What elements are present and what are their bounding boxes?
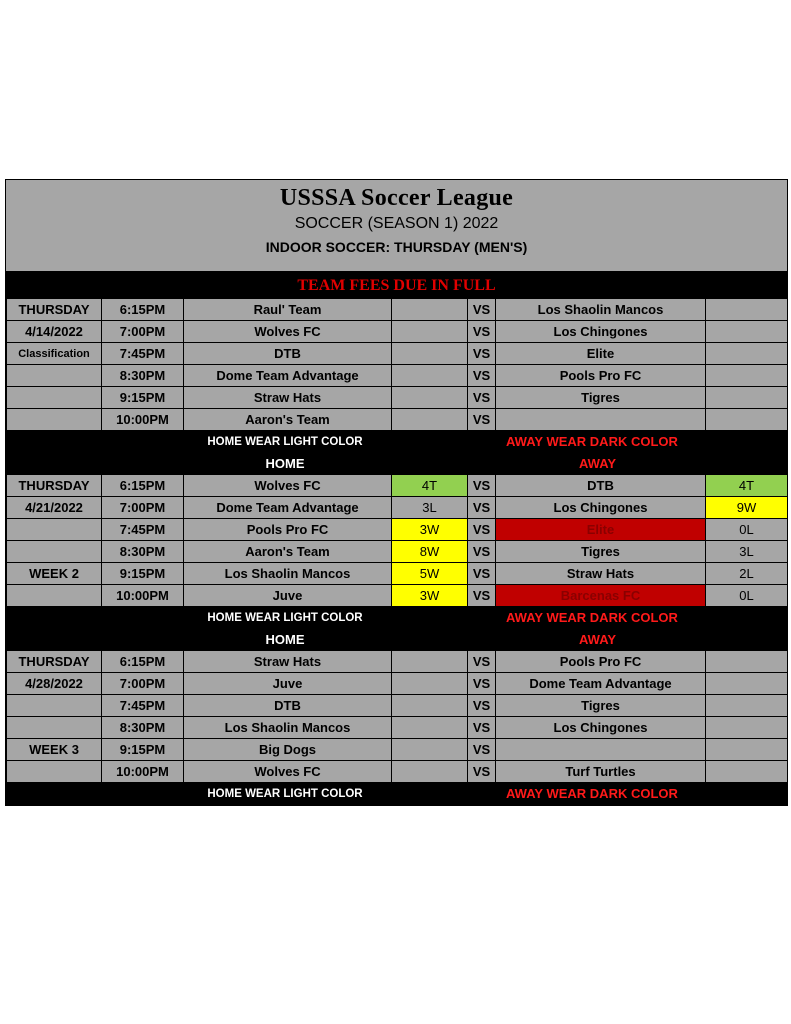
week1-blank: [7, 387, 102, 409]
vs-label: VS: [468, 387, 496, 409]
game-time: 6:15PM: [102, 299, 184, 321]
away-result: [706, 695, 788, 717]
home-team: Big Dogs: [184, 739, 392, 761]
wear-row: [7, 607, 788, 629]
home-result: [392, 343, 468, 365]
table-row: [7, 739, 788, 761]
home-team: Aaron's Team: [184, 409, 392, 431]
home-header: HOME: [7, 453, 468, 475]
table-row: [7, 365, 788, 387]
game-time: 6:15PM: [102, 651, 184, 673]
away-header: AWAY: [496, 629, 788, 651]
home-team: Wolves FC: [184, 761, 392, 783]
home-result: [392, 387, 468, 409]
away-team: Tigres: [496, 541, 706, 563]
away-header: AWAY: [496, 453, 788, 475]
home-team: DTB: [184, 695, 392, 717]
away-result: [706, 673, 788, 695]
week3-blank: [7, 695, 102, 717]
week3-date: 4/28/2022: [7, 673, 102, 695]
home-team: Los Shaolin Mancos: [184, 717, 392, 739]
table-row: [7, 541, 788, 563]
vs-label: VS: [468, 541, 496, 563]
home-wear-note: HOME WEAR LIGHT COLOR: [7, 607, 468, 629]
away-team: Los Shaolin Mancos: [496, 299, 706, 321]
home-result: 4T: [392, 475, 468, 497]
table-row: [7, 299, 788, 321]
away-team: DTB: [496, 475, 706, 497]
week1-label: Classification: [7, 343, 102, 365]
week2-blank: [7, 585, 102, 607]
game-time: 10:00PM: [102, 761, 184, 783]
home-result: 3L: [392, 497, 468, 519]
home-team: Aaron's Team: [184, 541, 392, 563]
home-result: 3W: [392, 519, 468, 541]
table-row: [7, 563, 788, 585]
home-wear-note: HOME WEAR LIGHT COLOR: [7, 431, 468, 453]
week2-date: 4/21/2022: [7, 497, 102, 519]
side-header-row: [7, 453, 788, 475]
home-team: Wolves FC: [184, 475, 392, 497]
table-row: [7, 519, 788, 541]
vs-label: VS: [468, 321, 496, 343]
home-team: Straw Hats: [184, 387, 392, 409]
week2-blank: [7, 519, 102, 541]
home-team: Juve: [184, 585, 392, 607]
away-team: Elite: [496, 519, 706, 541]
away-result: [706, 343, 788, 365]
divider-cell: [468, 431, 496, 453]
game-time: 10:00PM: [102, 409, 184, 431]
vs-label: VS: [468, 563, 496, 585]
home-team: Los Shaolin Mancos: [184, 563, 392, 585]
schedule-sheet: [5, 179, 788, 806]
home-team: Juve: [184, 673, 392, 695]
home-result: [392, 365, 468, 387]
table-row: [7, 585, 788, 607]
home-result: [392, 717, 468, 739]
away-team: Los Chingones: [496, 497, 706, 519]
home-result: [392, 651, 468, 673]
away-wear-note: AWAY WEAR DARK COLOR: [496, 431, 788, 453]
away-result: 4T: [706, 475, 788, 497]
divider-cell: [468, 607, 496, 629]
away-result: [706, 739, 788, 761]
away-team: [496, 409, 706, 431]
away-team: Tigres: [496, 695, 706, 717]
away-wear-note: AWAY WEAR DARK COLOR: [496, 607, 788, 629]
vs-label: VS: [468, 299, 496, 321]
away-result: [706, 761, 788, 783]
table-row: [7, 651, 788, 673]
away-result: 0L: [706, 585, 788, 607]
vs-label: VS: [468, 585, 496, 607]
vs-label: VS: [468, 651, 496, 673]
away-result: 2L: [706, 563, 788, 585]
vs-label: VS: [468, 519, 496, 541]
week2-day: THURSDAY: [7, 475, 102, 497]
away-team: Tigres: [496, 387, 706, 409]
game-time: 9:15PM: [102, 739, 184, 761]
vs-label: VS: [468, 365, 496, 387]
away-team: Straw Hats: [496, 563, 706, 585]
week1-day: THURSDAY: [7, 299, 102, 321]
game-time: 7:00PM: [102, 321, 184, 343]
home-result: 3W: [392, 585, 468, 607]
home-header: HOME: [7, 629, 468, 651]
vs-label: VS: [468, 761, 496, 783]
table-row: [7, 387, 788, 409]
table-row: [7, 673, 788, 695]
home-result: [392, 673, 468, 695]
week2-blank: [7, 541, 102, 563]
game-time: 7:00PM: [102, 497, 184, 519]
table-row: [7, 497, 788, 519]
week2-label: WEEK 2: [7, 563, 102, 585]
wear-row: [7, 783, 788, 805]
away-result: [706, 299, 788, 321]
away-team: Dome Team Advantage: [496, 673, 706, 695]
home-result: [392, 739, 468, 761]
away-result: 3L: [706, 541, 788, 563]
away-team: [496, 739, 706, 761]
away-result: [706, 717, 788, 739]
fees-notice: TEAM FEES DUE IN FULL: [6, 272, 787, 298]
home-result: [392, 409, 468, 431]
week3-blank: [7, 717, 102, 739]
game-time: 7:00PM: [102, 673, 184, 695]
away-team: Los Chingones: [496, 717, 706, 739]
vs-label: VS: [468, 695, 496, 717]
away-result: [706, 321, 788, 343]
home-team: Pools Pro FC: [184, 519, 392, 541]
wear-row: [7, 431, 788, 453]
vs-label: VS: [468, 497, 496, 519]
table-row: [7, 761, 788, 783]
week1-blank: [7, 409, 102, 431]
away-result: 0L: [706, 519, 788, 541]
game-time: 8:30PM: [102, 541, 184, 563]
week3-blank: [7, 761, 102, 783]
home-team: Raul' Team: [184, 299, 392, 321]
table-row: [7, 343, 788, 365]
divider-cell: [468, 629, 496, 651]
vs-label: VS: [468, 673, 496, 695]
vs-label: VS: [468, 717, 496, 739]
week3-label: WEEK 3: [7, 739, 102, 761]
away-team: Pools Pro FC: [496, 651, 706, 673]
away-result: [706, 365, 788, 387]
home-result: [392, 761, 468, 783]
schedule-table: [6, 298, 788, 805]
week1-date: 4/14/2022: [7, 321, 102, 343]
away-team: Pools Pro FC: [496, 365, 706, 387]
league-title: USSSA Soccer League: [279, 185, 514, 211]
divider-cell: [468, 453, 496, 475]
table-row: [7, 475, 788, 497]
season-title: SOCCER (SEASON 1) 2022: [294, 215, 499, 232]
home-result: 5W: [392, 563, 468, 585]
game-time: 9:15PM: [102, 563, 184, 585]
away-team: Los Chingones: [496, 321, 706, 343]
vs-label: VS: [468, 739, 496, 761]
home-team: Dome Team Advantage: [184, 497, 392, 519]
game-time: 6:15PM: [102, 475, 184, 497]
table-row: [7, 695, 788, 717]
home-result: [392, 695, 468, 717]
home-team: Straw Hats: [184, 651, 392, 673]
away-result: 9W: [706, 497, 788, 519]
away-team: Turf Turtles: [496, 761, 706, 783]
schedule-subtitle: INDOOR SOCCER: THURSDAY (MEN'S): [265, 239, 528, 255]
home-result: [392, 299, 468, 321]
game-time: 7:45PM: [102, 519, 184, 541]
week3-day: THURSDAY: [7, 651, 102, 673]
home-wear-note: HOME WEAR LIGHT COLOR: [7, 783, 468, 805]
away-result: [706, 651, 788, 673]
game-time: 7:45PM: [102, 343, 184, 365]
home-result: [392, 321, 468, 343]
home-result: 8W: [392, 541, 468, 563]
schedule-header: [6, 180, 787, 272]
table-row: [7, 717, 788, 739]
table-row: [7, 321, 788, 343]
week1-blank: [7, 365, 102, 387]
home-team: Wolves FC: [184, 321, 392, 343]
away-result: [706, 387, 788, 409]
game-time: 8:30PM: [102, 365, 184, 387]
vs-label: VS: [468, 475, 496, 497]
game-time: 9:15PM: [102, 387, 184, 409]
divider-cell: [468, 783, 496, 805]
vs-label: VS: [468, 343, 496, 365]
away-team: Elite: [496, 343, 706, 365]
away-wear-note: AWAY WEAR DARK COLOR: [496, 783, 788, 805]
away-team: Barcenas FC: [496, 585, 706, 607]
game-time: 8:30PM: [102, 717, 184, 739]
away-result: [706, 409, 788, 431]
home-team: DTB: [184, 343, 392, 365]
table-row: [7, 409, 788, 431]
home-team: Dome Team Advantage: [184, 365, 392, 387]
game-time: 7:45PM: [102, 695, 184, 717]
game-time: 10:00PM: [102, 585, 184, 607]
side-header-row: [7, 629, 788, 651]
vs-label: VS: [468, 409, 496, 431]
